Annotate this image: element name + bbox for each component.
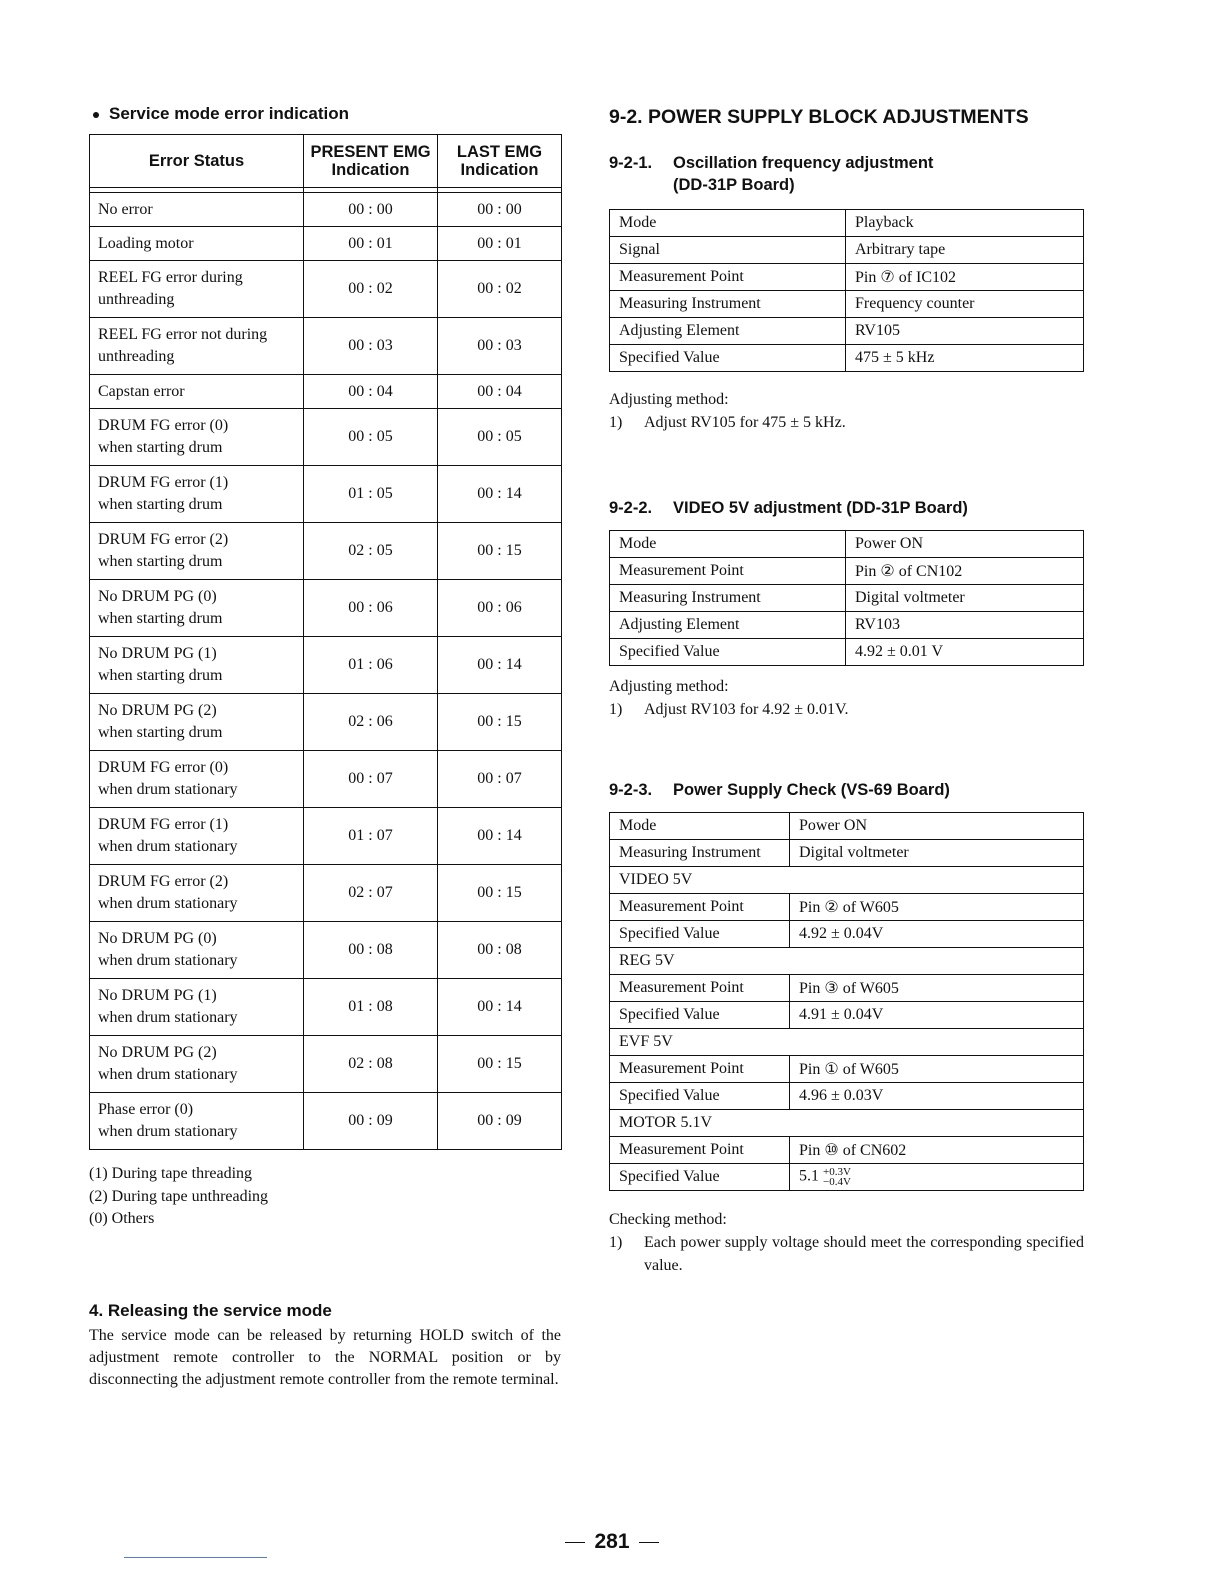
- last-emg-cell: 00 : 00: [438, 193, 562, 227]
- table-row: [610, 1137, 1084, 1164]
- table-row: [90, 865, 562, 922]
- row-label: Specified Value: [610, 1083, 790, 1110]
- last-emg-cell: 00 : 15: [438, 865, 562, 922]
- row-value: Frequency counter: [846, 291, 1084, 318]
- header-present-emg: PRESENT EMG Indication: [304, 135, 438, 188]
- table-row: [610, 531, 1084, 558]
- present-emg-cell: 01 : 07: [304, 808, 438, 865]
- row-label: Signal: [610, 237, 846, 264]
- present-emg-cell: 00 : 09: [304, 1093, 438, 1150]
- row-value: Digital voltmeter: [846, 585, 1084, 612]
- row-label: Mode: [610, 210, 846, 237]
- error-status-cell: No DRUM PG (1) when starting drum: [90, 637, 304, 694]
- group-name: VIDEO 5V: [610, 867, 1084, 894]
- present-emg-cell: 00 : 07: [304, 751, 438, 808]
- row-label: Adjusting Element: [610, 318, 846, 345]
- row-value: Arbitrary tape: [846, 237, 1084, 264]
- present-emg-cell: 01 : 05: [304, 466, 438, 523]
- error-status-cell: Loading motor: [90, 227, 304, 261]
- present-emg-cell: 00 : 06: [304, 580, 438, 637]
- page-number: 281: [0, 1530, 1224, 1554]
- table-row: [610, 612, 1084, 639]
- error-status-cell: DRUM FG error (1) when drum stationary: [90, 808, 304, 865]
- row-value: Pin ③ of W605: [790, 975, 1084, 1002]
- table-row: [90, 751, 562, 808]
- video-5v-adjustment-table: [609, 530, 1084, 666]
- table-row: [90, 808, 562, 865]
- table-row: [90, 1036, 562, 1093]
- group-name: MOTOR 5.1V: [610, 1110, 1084, 1137]
- present-emg-cell: 02 : 06: [304, 694, 438, 751]
- table-row: [90, 318, 562, 375]
- footnotes: [89, 1163, 561, 1231]
- group-header-row: [610, 948, 1084, 975]
- row-value: Playback: [846, 210, 1084, 237]
- adjusting-method-2: Adjusting method: 1) Adjust RV103 for 4.92 ± 0.01V.: [609, 678, 849, 718]
- table-row: [610, 894, 1084, 921]
- row-label: Specified Value: [610, 1164, 790, 1191]
- checking-method: Checking method: 1) Each power supply voltage should meet the corresponding specified value.: [609, 1211, 1084, 1274]
- table-row: [610, 318, 1084, 345]
- row-label: Adjusting Element: [610, 612, 846, 639]
- table-row: [90, 409, 562, 466]
- table-row: [610, 1164, 1084, 1191]
- present-emg-cell: 02 : 08: [304, 1036, 438, 1093]
- last-emg-cell: 00 : 02: [438, 261, 562, 318]
- table-row: [90, 637, 562, 694]
- row-value: Pin ① of W605: [790, 1056, 1084, 1083]
- left-column: [89, 104, 561, 1391]
- present-emg-cell: 00 : 00: [304, 193, 438, 227]
- header-error-status: Error Status: [90, 135, 304, 188]
- table-row: [610, 639, 1084, 666]
- right-column: [609, 106, 1084, 1277]
- row-value: Pin ⑩ of CN602: [790, 1137, 1084, 1164]
- footnote: (0) Others: [89, 1210, 155, 1227]
- row-label: Measurement Point: [610, 264, 846, 291]
- table-row: [90, 694, 562, 751]
- adjusting-method-1: Adjusting method: 1) Adjust RV105 for 475 ± 5 kHz.: [609, 391, 846, 431]
- last-emg-cell: 00 : 03: [438, 318, 562, 375]
- error-section-heading: Service mode error indication: [91, 104, 561, 124]
- table-row: [90, 193, 562, 227]
- row-value: 5.1 +0.3V −0.4V: [790, 1164, 1084, 1191]
- last-emg-cell: 00 : 09: [438, 1093, 562, 1150]
- oscillation-adjustment-table: [609, 209, 1084, 372]
- present-emg-cell: 02 : 05: [304, 523, 438, 580]
- table-row: [90, 227, 562, 261]
- footnote: (1) During tape threading: [89, 1165, 253, 1182]
- row-value: Pin ② of W605: [790, 894, 1084, 921]
- last-emg-cell: 00 : 04: [438, 375, 562, 409]
- subsection-9-2-1-title: 9-2-1. Oscillation frequency adjustment (DD-31P Board): [609, 154, 934, 194]
- tolerance: +0.3V −0.4V: [823, 1166, 851, 1188]
- error-status-cell: DRUM FG error (0) when starting drum: [90, 409, 304, 466]
- error-status-cell: REEL FG error not during unthreading: [90, 318, 304, 375]
- table-row: [610, 1083, 1084, 1110]
- row-label: Specified Value: [610, 639, 846, 666]
- row-label: Mode: [610, 813, 790, 840]
- power-supply-check-table: [609, 812, 1084, 1191]
- group-name: REG 5V: [610, 948, 1084, 975]
- row-value: Power ON: [846, 531, 1084, 558]
- error-status-cell: No DRUM PG (1) when drum stationary: [90, 979, 304, 1036]
- table-row: [610, 840, 1084, 867]
- last-emg-cell: 00 : 15: [438, 1036, 562, 1093]
- error-status-cell: No DRUM PG (2) when drum stationary: [90, 1036, 304, 1093]
- group-header-row: [610, 1029, 1084, 1056]
- row-label: Measurement Point: [610, 1137, 790, 1164]
- table-row: [610, 921, 1084, 948]
- present-emg-cell: 00 : 05: [304, 409, 438, 466]
- error-status-cell: Capstan error: [90, 375, 304, 409]
- present-emg-cell: 00 : 01: [304, 227, 438, 261]
- row-label: Measuring Instrument: [610, 585, 846, 612]
- last-emg-cell: 00 : 14: [438, 466, 562, 523]
- bullet-icon: [93, 112, 99, 118]
- table-row: [610, 291, 1084, 318]
- table-row: [90, 261, 562, 318]
- row-label: Measurement Point: [610, 894, 790, 921]
- table-row: [90, 1093, 562, 1150]
- table-row: [90, 979, 562, 1036]
- row-label: Specified Value: [610, 1002, 790, 1029]
- table-row: [610, 345, 1084, 372]
- table-row: [90, 523, 562, 580]
- row-label: Specified Value: [610, 345, 846, 372]
- row-value: 4.92 ± 0.01 V: [846, 639, 1084, 666]
- table-row: [90, 375, 562, 409]
- row-label: Mode: [610, 531, 846, 558]
- row-value: Pin ② of CN102: [846, 558, 1084, 585]
- table-row: [90, 580, 562, 637]
- error-status-cell: No DRUM PG (0) when starting drum: [90, 580, 304, 637]
- row-value: 4.92 ± 0.04V: [790, 921, 1084, 948]
- row-value: 475 ± 5 kHz: [846, 345, 1084, 372]
- row-value: RV105: [846, 318, 1084, 345]
- error-status-cell: REEL FG error during unthreading: [90, 261, 304, 318]
- group-name: EVF 5V: [610, 1029, 1084, 1056]
- release-heading: 4. Releasing the service mode: [89, 1300, 332, 1320]
- present-emg-cell: 01 : 06: [304, 637, 438, 694]
- table-row: [610, 1056, 1084, 1083]
- error-status-cell: No error: [90, 193, 304, 227]
- present-emg-cell: 00 : 03: [304, 318, 438, 375]
- group-header-row: [610, 1110, 1084, 1137]
- last-emg-cell: 00 : 14: [438, 637, 562, 694]
- present-emg-cell: 00 : 08: [304, 922, 438, 979]
- header-last-emg: LAST EMG Indication: [438, 135, 562, 188]
- table-row: [610, 585, 1084, 612]
- present-emg-cell: 00 : 04: [304, 375, 438, 409]
- last-emg-cell: 00 : 06: [438, 580, 562, 637]
- row-label: Measuring Instrument: [610, 840, 790, 867]
- last-emg-cell: 00 : 07: [438, 751, 562, 808]
- error-status-cell: No DRUM PG (2) when starting drum: [90, 694, 304, 751]
- error-status-cell: No DRUM PG (0) when drum stationary: [90, 922, 304, 979]
- row-label: Specified Value: [610, 921, 790, 948]
- row-label: Measuring Instrument: [610, 291, 846, 318]
- last-emg-cell: 00 : 15: [438, 523, 562, 580]
- last-emg-cell: 00 : 14: [438, 808, 562, 865]
- error-status-cell: Phase error (0) when drum stationary: [90, 1093, 304, 1150]
- group-header-row: [610, 867, 1084, 894]
- last-emg-cell: 00 : 08: [438, 922, 562, 979]
- subsection-9-2-3-title: 9-2-3. Power Supply Check (VS-69 Board): [609, 781, 950, 799]
- row-value: Digital voltmeter: [790, 840, 1084, 867]
- row-label: Measurement Point: [610, 558, 846, 585]
- table-row: [610, 237, 1084, 264]
- error-status-cell: DRUM FG error (2) when starting drum: [90, 523, 304, 580]
- row-label: Measurement Point: [610, 1056, 790, 1083]
- error-status-cell: DRUM FG error (0) when drum stationary: [90, 751, 304, 808]
- error-status-cell: DRUM FG error (2) when drum stationary: [90, 865, 304, 922]
- row-value: Pin ⑦ of IC102: [846, 264, 1084, 291]
- table-row: [610, 813, 1084, 840]
- bottom-link-rule: [124, 1557, 267, 1558]
- row-value: 4.91 ± 0.04V: [790, 1002, 1084, 1029]
- error-indication-table: [89, 134, 562, 1150]
- row-value: Power ON: [790, 813, 1084, 840]
- error-status-cell: DRUM FG error (1) when starting drum: [90, 466, 304, 523]
- table-row: [610, 975, 1084, 1002]
- table-row: [90, 922, 562, 979]
- subsection-9-2-2-title: 9-2-2. VIDEO 5V adjustment (DD-31P Board): [609, 499, 968, 517]
- section-title: 9-2. POWER SUPPLY BLOCK ADJUSTMENTS: [609, 106, 1029, 128]
- table-row: [90, 466, 562, 523]
- present-emg-cell: 00 : 02: [304, 261, 438, 318]
- release-text: The service mode can be released by returning HOLD switch of the adjustment remote controller to the NORMAL position or by disconnecting the adjustment remote controller from the remote terminal.: [89, 1326, 561, 1388]
- table-row: [610, 558, 1084, 585]
- table-row: [610, 210, 1084, 237]
- last-emg-cell: 00 : 14: [438, 979, 562, 1036]
- table-row: [610, 264, 1084, 291]
- last-emg-cell: 00 : 15: [438, 694, 562, 751]
- row-value: RV103: [846, 612, 1084, 639]
- row-value: 4.96 ± 0.03V: [790, 1083, 1084, 1110]
- last-emg-cell: 00 : 05: [438, 409, 562, 466]
- row-label: Measurement Point: [610, 975, 790, 1002]
- present-emg-cell: 01 : 08: [304, 979, 438, 1036]
- last-emg-cell: 00 : 01: [438, 227, 562, 261]
- footnote: (2) During tape unthreading: [89, 1187, 269, 1205]
- present-emg-cell: 02 : 07: [304, 865, 438, 922]
- table-row: [610, 1002, 1084, 1029]
